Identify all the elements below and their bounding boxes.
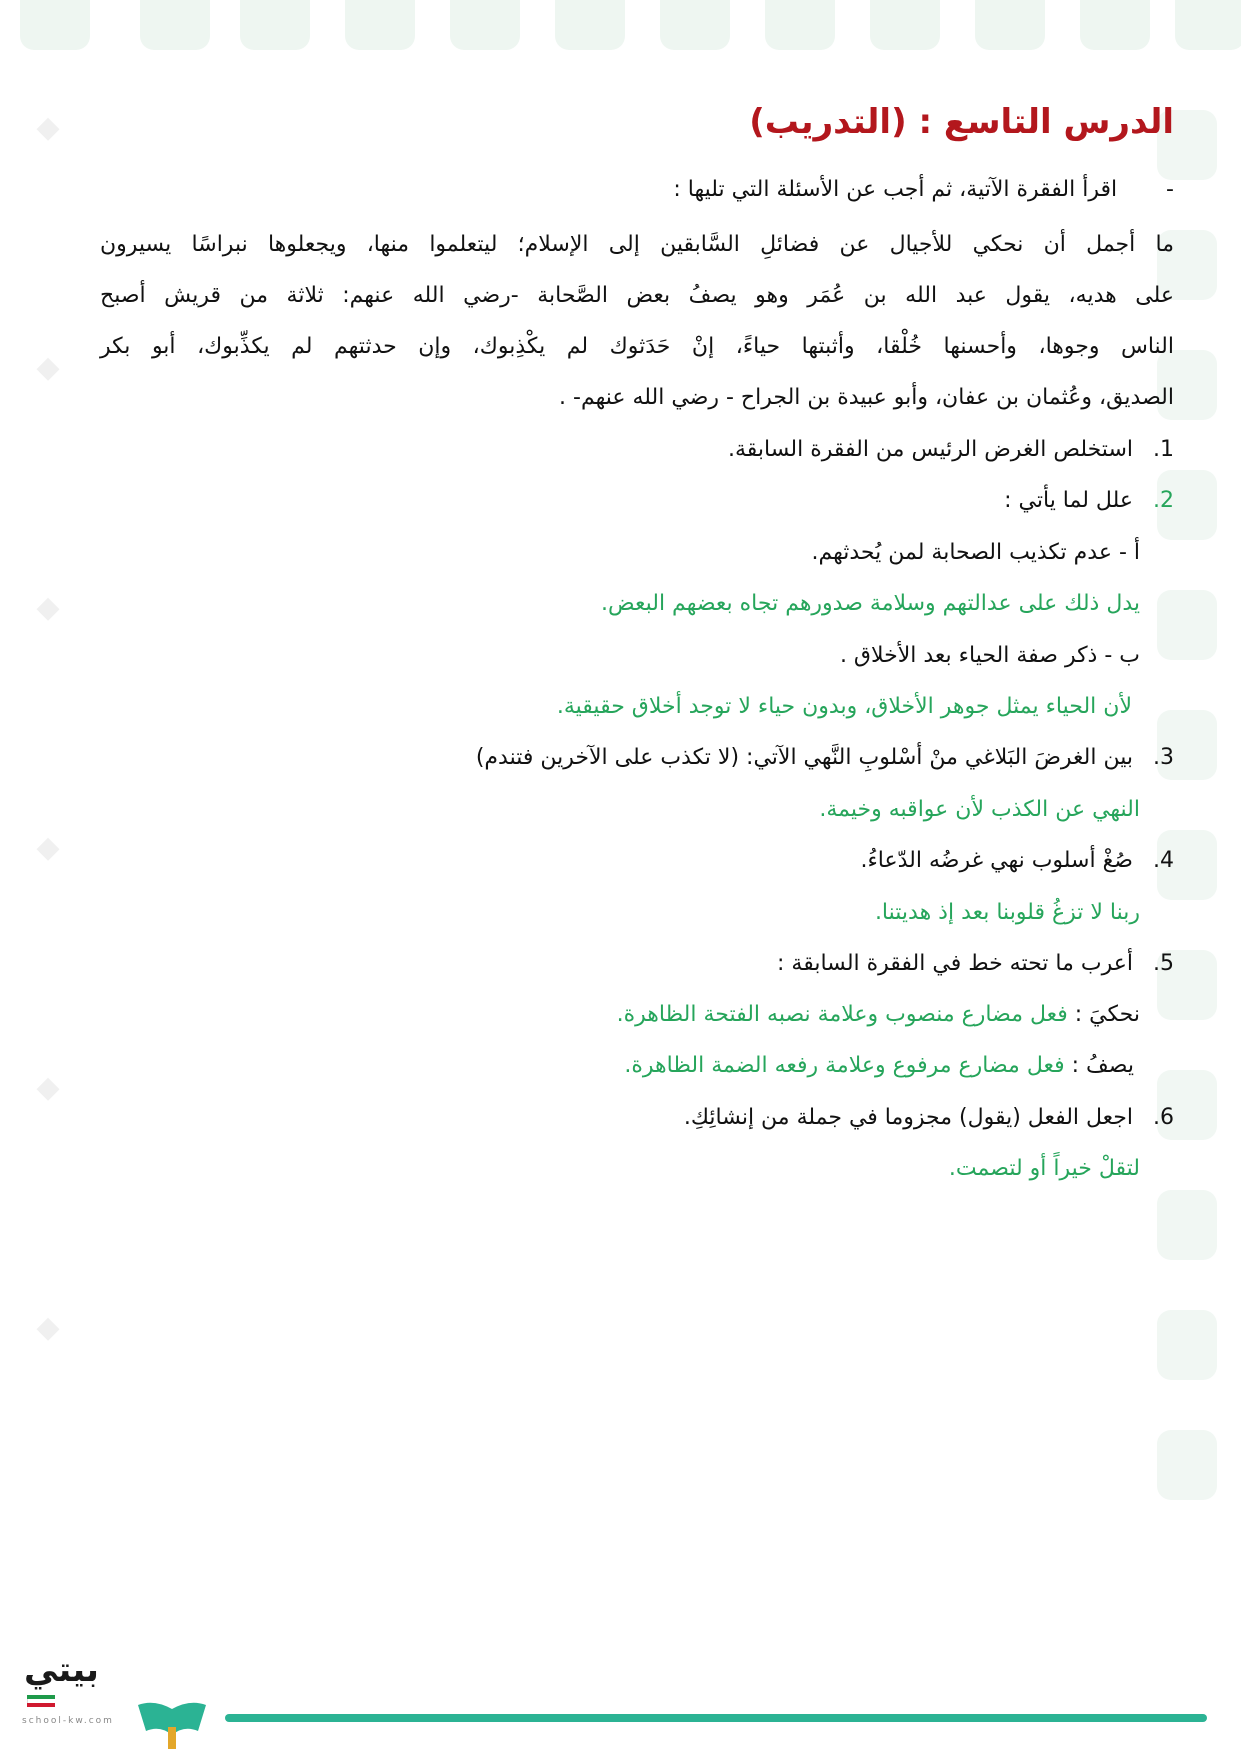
question-text: بين الغرضَ البَلاغي منْ أسْلوبِ النَّهي الآتي: (لا تكذب على الآخرين فتندم) xyxy=(475,745,1133,770)
site-url: school-kw.com xyxy=(22,1716,114,1726)
watermark-left-icon: ◆ xyxy=(36,1310,60,1345)
watermark-strip xyxy=(0,0,1241,52)
site-logo-text: بيتي xyxy=(24,1650,99,1690)
watermark-logo-icon xyxy=(975,0,1045,50)
q5-item-1 xyxy=(617,1001,1140,1030)
passage-line-4: الصديق، وعُثمان بن عفان، وأبو عبيدة بن الجراح - رضي الله عنهم- . xyxy=(559,385,1174,410)
q2-part-b: ب - ذكر صفة الحياء بعد الأخلاق . xyxy=(839,643,1140,668)
question-text: أعرب ما تحته خط في الفقرة السابقة : xyxy=(777,951,1133,976)
question-text: صُغْ أسلوب نهي غرضُه الدّعاءُ. xyxy=(860,848,1133,873)
watermark-side-icon xyxy=(1157,1310,1217,1380)
question-number: 6. xyxy=(1153,1105,1174,1130)
question-text: علل لما يأتي : xyxy=(1004,488,1133,513)
question-4 xyxy=(860,847,1174,876)
footer-divider xyxy=(225,1714,1207,1722)
watermark-left-icon: ◆ xyxy=(36,1070,60,1105)
watermark-logo-icon xyxy=(555,0,625,50)
q2-part-a: أ - عدم تكذيب الصحابة لمن يُحدثهم. xyxy=(811,540,1140,565)
q5-item-1-word: نحكيَ : xyxy=(1067,1002,1140,1027)
book-logo-icon xyxy=(134,1697,210,1751)
watermark-side-icon xyxy=(1157,1190,1217,1260)
passage-line-2: على هديه، يقول عبد الله بن عُمَر وهو يصفُ بعض الصَّحابة -رضي الله عنهم: ثلاثة من قريش أصبح xyxy=(100,283,1174,308)
q3-answer: النهي عن الكذب لأن عواقبه وخيمة. xyxy=(819,797,1140,822)
watermark-logo-icon xyxy=(20,0,90,50)
watermark-side-icon xyxy=(1157,1430,1217,1500)
q5-item-1-answer: فعل مضارع منصوب وعلامة نصبه الفتحة الظاهرة. xyxy=(616,1002,1068,1027)
question-5 xyxy=(777,950,1174,979)
question-number: 3. xyxy=(1153,745,1174,770)
watermark-logo-icon xyxy=(870,0,940,50)
watermark-logo-icon xyxy=(765,0,835,50)
question-1 xyxy=(728,436,1174,465)
question-text: استخلص الغرض الرئيس من الفقرة السابقة. xyxy=(728,437,1133,462)
watermark-left-icon: ◆ xyxy=(36,110,60,145)
watermark-logo-icon xyxy=(1175,0,1241,50)
question-number: 5. xyxy=(1153,951,1174,976)
question-number: 2. xyxy=(1153,488,1174,513)
q2-part-a-answer: يدل ذلك على عدالتهم وسلامة صدورهم تجاه بعضهم البعض. xyxy=(601,591,1140,616)
instruction: - اقرأ الفقرة الآتية، ثم أجب عن الأسئلة التي تليها : xyxy=(673,177,1174,202)
watermark-logo-icon xyxy=(140,0,210,50)
q2-part-b-answer: لأن الحياء يمثل جوهر الأخلاق، وبدون حياء لا توجد أخلاق حقيقية. xyxy=(556,694,1132,719)
question-number: 4. xyxy=(1153,848,1174,873)
watermark-logo-icon xyxy=(1080,0,1150,50)
question-3 xyxy=(476,744,1174,773)
watermark-logo-icon xyxy=(450,0,520,50)
q5-item-2 xyxy=(624,1052,1134,1081)
q6-answer: لتقلْ خيراً أو لتصمت. xyxy=(948,1156,1140,1181)
watermark-logo-icon xyxy=(660,0,730,50)
question-6 xyxy=(684,1104,1174,1133)
q4-answer: ربنا لا تزغُ قلوبنا بعد إذ هديتنا. xyxy=(874,900,1140,925)
passage-line-1: ما أجمل أن نحكي للأجيال عن فضائلِ السَّابقين إلى الإسلام؛ ليتعلموا منها، ويجعلوها نبراسًا يسيرون xyxy=(100,232,1174,257)
watermark-left-icon: ◆ xyxy=(36,350,60,385)
question-number: 1. xyxy=(1153,437,1174,462)
watermark-left-icon: ◆ xyxy=(36,830,60,865)
watermark-logo-icon xyxy=(240,0,310,50)
kuwait-flag-icon xyxy=(27,1695,55,1707)
watermark-logo-icon xyxy=(345,0,415,50)
page-title: الدرس التاسع : (التدريب) xyxy=(749,102,1174,142)
watermark-side-icon xyxy=(1157,590,1217,660)
question-text: اجعل الفعل (يقول) مجزوما في جملة من إنشائِكِ. xyxy=(683,1105,1133,1130)
passage-line-3: الناس وجوها، وأحسنها خُلْقا، وأثبتها حياءً، إنْ حَدَثوك لم يكْذِبوك، وإن حدثتهم لم يكذِّبوك، أبو بكر xyxy=(100,334,1174,359)
q5-item-2-answer: فعل مضارع مرفوع وعلامة رفعه الضمة الظاهرة. xyxy=(624,1053,1065,1078)
question-2 xyxy=(1004,487,1174,516)
watermark-left-icon: ◆ xyxy=(36,590,60,625)
q5-item-2-word: يصفُ : xyxy=(1064,1053,1134,1078)
